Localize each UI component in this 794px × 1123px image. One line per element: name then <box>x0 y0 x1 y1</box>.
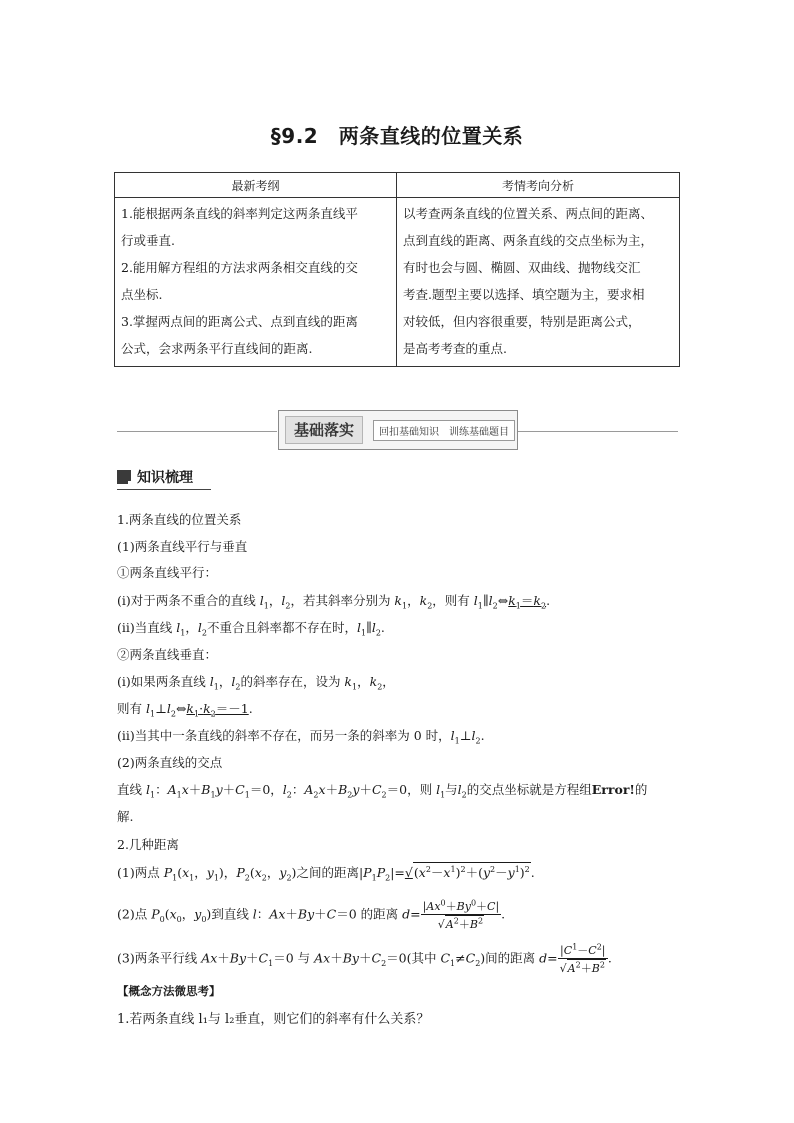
para-parallel-perpendicular: (1)两条直线平行与垂直 <box>117 539 248 554</box>
syllabus-left-line: 1.能根据两条直线的斜率判定这两条直线平 <box>121 206 358 221</box>
para-intersection-lines: 直线 $l_1$：$A_1x+B_1y+C_1=0$，$l_2$：$A_2x+B_2y+C_2=0$，则 $l_1$与$l_2$的交点坐标就是方程组Error!的 <box>117 782 648 800</box>
syllabus-left-line: 点坐标. <box>121 287 163 302</box>
formula-point-line: (2)点 $P_0(x_0$，$y_0$)到直线 l：Ax＋By＋C＝0 的距离 d= $\frac{|Ax^0+By^0+C|}{√A^2+B^2}$ . <box>117 898 506 931</box>
syllabus-right-cell <box>397 198 680 367</box>
para-intersection: (2)两条直线的交点 <box>117 755 223 770</box>
formula-parallel-lines: (3)两条平行线 $Ax+By+C_1=0$ 与 $Ax+By+C_2=0$(其中 $C_1\ne C_2$)间的距离 d= $\frac{|C^1-C^2|}{√A^2+B^2}$ . <box>117 942 612 975</box>
question-1: 1.若两条直线 l₁与 l₂垂直，则它们的斜率有什么关系？ <box>117 1012 430 1027</box>
syllabus-right-line: 是高考考查的重点. <box>403 341 507 356</box>
banner-title: 基础落实 <box>285 416 363 444</box>
syllabus-left-line: 行或垂直. <box>121 233 175 248</box>
syllabus-header-left: 最新考纲 <box>115 173 397 198</box>
syllabus-right-line: 以考查两条直线的位置关系、两点间的距离、 <box>403 206 654 221</box>
syllabus-right-line: 考查.题型主要以选择、填空题为主，要求相 <box>403 287 645 302</box>
syllabus-table <box>114 172 680 367</box>
syllabus-right-line: 点到直线的距离、两条直线的交点坐标为主， <box>403 233 654 248</box>
section-label: 知识梳理 <box>137 470 193 486</box>
para-perpendicular-ii: (ⅱ)当其中一条直线的斜率不存在，而另一条的斜率为 0 时，$l_1\perp l_2$. <box>117 728 485 746</box>
syllabus-left-line: 公式，会求两条平行直线间的距离. <box>121 341 313 356</box>
para-perpendicular: ②两条直线垂直： <box>117 647 218 662</box>
syllabus-right-line: 有时也会与圆、椭圆、双曲线、抛物线交汇 <box>403 260 641 275</box>
para-parallel-ii: (ⅱ)当直线 $l_1$，$l_2$不重合且斜率都不存在时，$l_1\parallel l_2$. <box>117 620 385 638</box>
syllabus-left-cell <box>115 198 397 367</box>
syllabus-header-right: 考情考向分析 <box>397 173 680 198</box>
section-banner <box>278 410 518 450</box>
banner-rule-left <box>117 431 277 432</box>
page-title: §9.2 两条直线的位置关系 <box>270 124 524 148</box>
para-perpendicular-cond: 则有 $l_1\perp l_2\Leftrightarrow k_1\cdot k_2=-1$. <box>117 701 253 719</box>
banner-rule-right <box>518 431 678 432</box>
formula-two-points: (1)两点 $P_1(x_1$，$y_1$)，$P_2(x_2$，$y_2$)之间的距离$|P_1P_2|=√(x^2-x^1)^2+(y^2-y^1)^2$. <box>117 862 535 883</box>
para-parallel: ①两条直线平行： <box>117 565 218 580</box>
section-underline <box>117 489 211 490</box>
syllabus-left-line: 3.掌握两点间的距离公式、点到直线的距离 <box>121 314 358 329</box>
heading-1: 1.两条直线的位置关系 <box>117 512 242 527</box>
section-heading <box>117 467 193 487</box>
para-solution: 解. <box>117 809 134 824</box>
syllabus-left-line: 2.能用解方程组的方法求两条相交直线的交 <box>121 260 358 275</box>
section-square-icon <box>117 470 131 484</box>
think-heading: 【概念方法微思考】 <box>117 984 221 998</box>
para-parallel-i: (ⅰ)对于两条不重合的直线 $l_1$，$l_2$，若其斜率分别为 $k_1$，$k_2$，则有 $l_1\parallel l_2\Leftrightarrow k_1=k_2$. <box>117 593 551 611</box>
para-perpendicular-i: (ⅰ)如果两条直线 $l_1$，$l_2$的斜率存在，设为 $k_1$，$k_2$， <box>117 674 395 692</box>
heading-2: 2.几种距离 <box>117 837 179 852</box>
banner-subtitle: 回扣基础知识 训练基础题目 <box>373 420 515 441</box>
syllabus-right-line: 对较低，但内容很重要，特别是距离公式， <box>403 314 641 329</box>
